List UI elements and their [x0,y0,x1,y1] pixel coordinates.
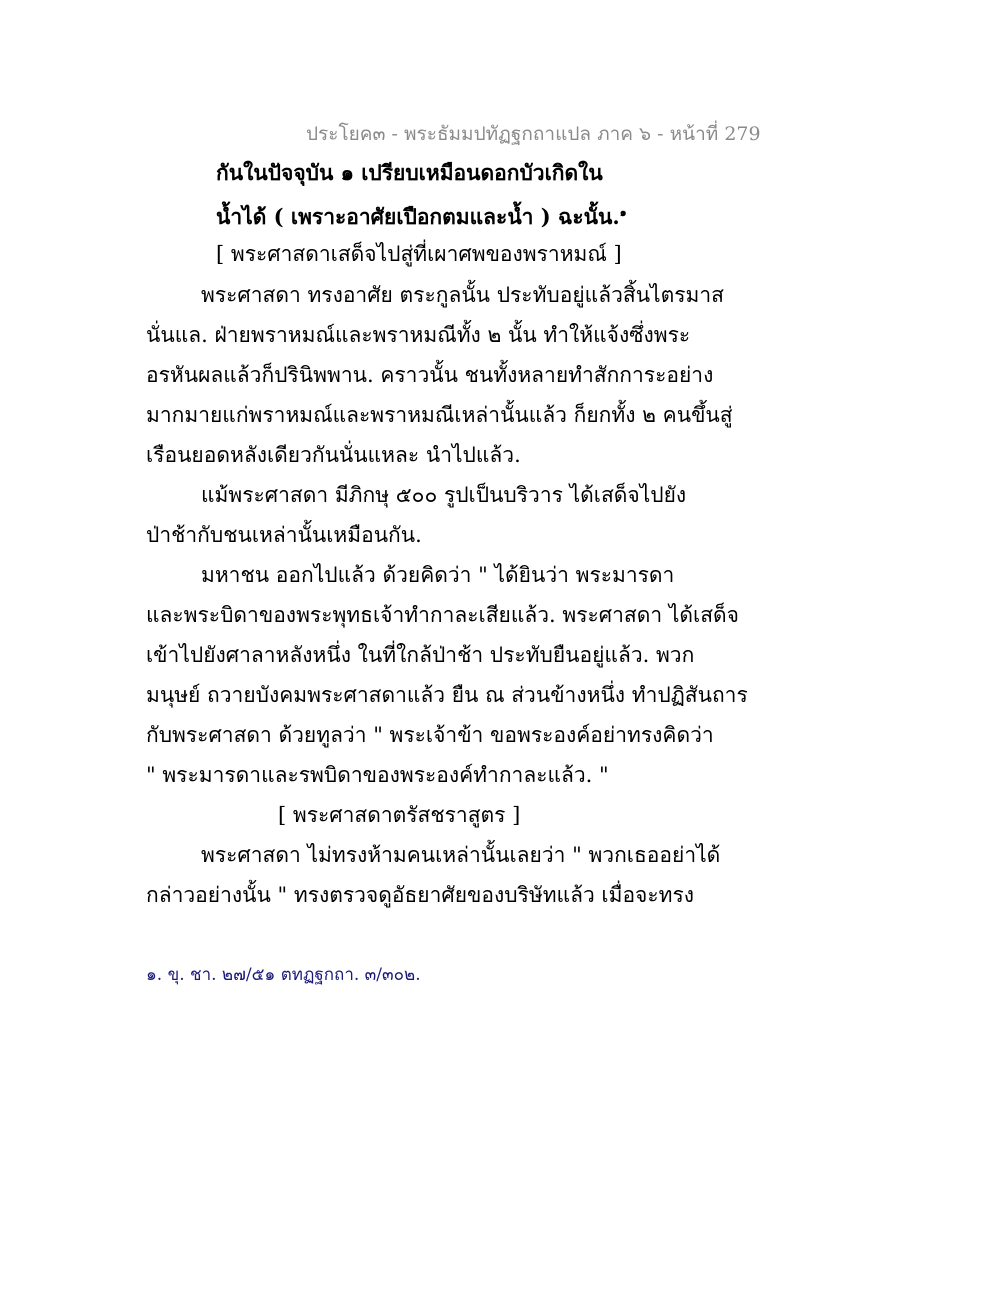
verse-line-2-text: น้ำได้ ( เพราะอาศัยเปือกตมและน้ำ ) ฉะนั้น. [216,204,620,229]
para3-line-3: เข้าไปยังศาลาหลังหนึ่ง ในที่ใกล้ป่าช้า ประทับยืนอยู่แล้ว. พวก [146,643,695,667]
para3-line-1: มหาชน ออกไปแล้ว ด้วยคิดว่า " ได้ยินว่า พระมารดา [201,563,675,587]
para1-line-4: มากมายแก่พราหมณ์และพราหมณีเหล่านั้นแล้ว ก็ยกทั้ง ๒ คนขึ้นสู่ [146,403,733,427]
section-heading-funeral: [ พระศาสดาเสด็จไปสู่ที่เผาศพของพราหมณ์ ] [216,242,622,266]
para3-line-6: " พระมารดาและรพบิดาของพระองค์ทำกาละแล้ว. " [146,763,609,787]
para2-line-1: แม้พระศาสดา มีภิกษุ ๕๐๐ รูปเป็นบริวาร ได้เสด็จไปยัง [201,483,687,507]
footnote-marker: ๑ [619,206,627,219]
para2-line-2: ป่าช้ากับชนเหล่านั้นเหมือนกัน. [146,523,422,547]
para3-line-2: และพระบิดาของพระพุทธเจ้าทำกาละเสียแล้ว. พระศาสดา ได้เสด็จ [146,603,739,627]
para3-line-4: มนุษย์ ถวายบังคมพระศาสดาแล้ว ยืน ณ ส่วนข้างหนึ่ง ทำปฏิสันถาร [146,683,748,707]
page-header: ประโยค๓ - พระธัมมปทัฏฐกถาแปล ภาค ๖ - หน้าที่ 279 [306,123,761,145]
para3-line-5: กับพระศาสดา ด้วยทูลว่า " พระเจ้าข้า ขอพระองค์อย่าทรงคิดว่า [146,723,714,747]
verse-line-1: กันในปัจจุบัน ๑ เปรียบเหมือนดอกบัวเกิดใน [216,160,603,185]
para1-line-5: เรือนยอดหลังเดียวกันนั่นแหละ นำไปแล้ว. [146,443,521,467]
para1-line-3: อรหันผลแล้วก็ปรินิพพาน. คราวนั้น ชนทั้งหลายทำสักการะอย่าง [146,363,714,387]
section-heading-jara-sutta: [ พระศาสดาตรัสชราสูตร ] [278,803,521,827]
para4-line-2: กล่าวอย่างนั้น " ทรงตรวจดูอัธยาศัยของบริษัทแล้ว เมื่อจะทรง [146,883,695,907]
para1-line-2: นั่นแล. ฝ่ายพราหมณ์และพราหมณีทั้ง ๒ นั้น ทำให้แจ้งซึ่งพระ [146,323,691,347]
verse-line-2 [216,198,627,232]
footnote: ๑. ขุ. ชา. ๒๗/๕๑ ตทฏฐกถา. ๓/๓๐๒. [146,965,421,985]
para4-line-1: พระศาสดา ไม่ทรงห้ามคนเหล่านั้นเลยว่า " พวกเธออย่าได้ [201,843,721,867]
para1-line-1: พระศาสดา ทรงอาศัย ตระกูลนั้น ประทับอยู่แล้วสิ้นไตรมาส [201,283,724,307]
